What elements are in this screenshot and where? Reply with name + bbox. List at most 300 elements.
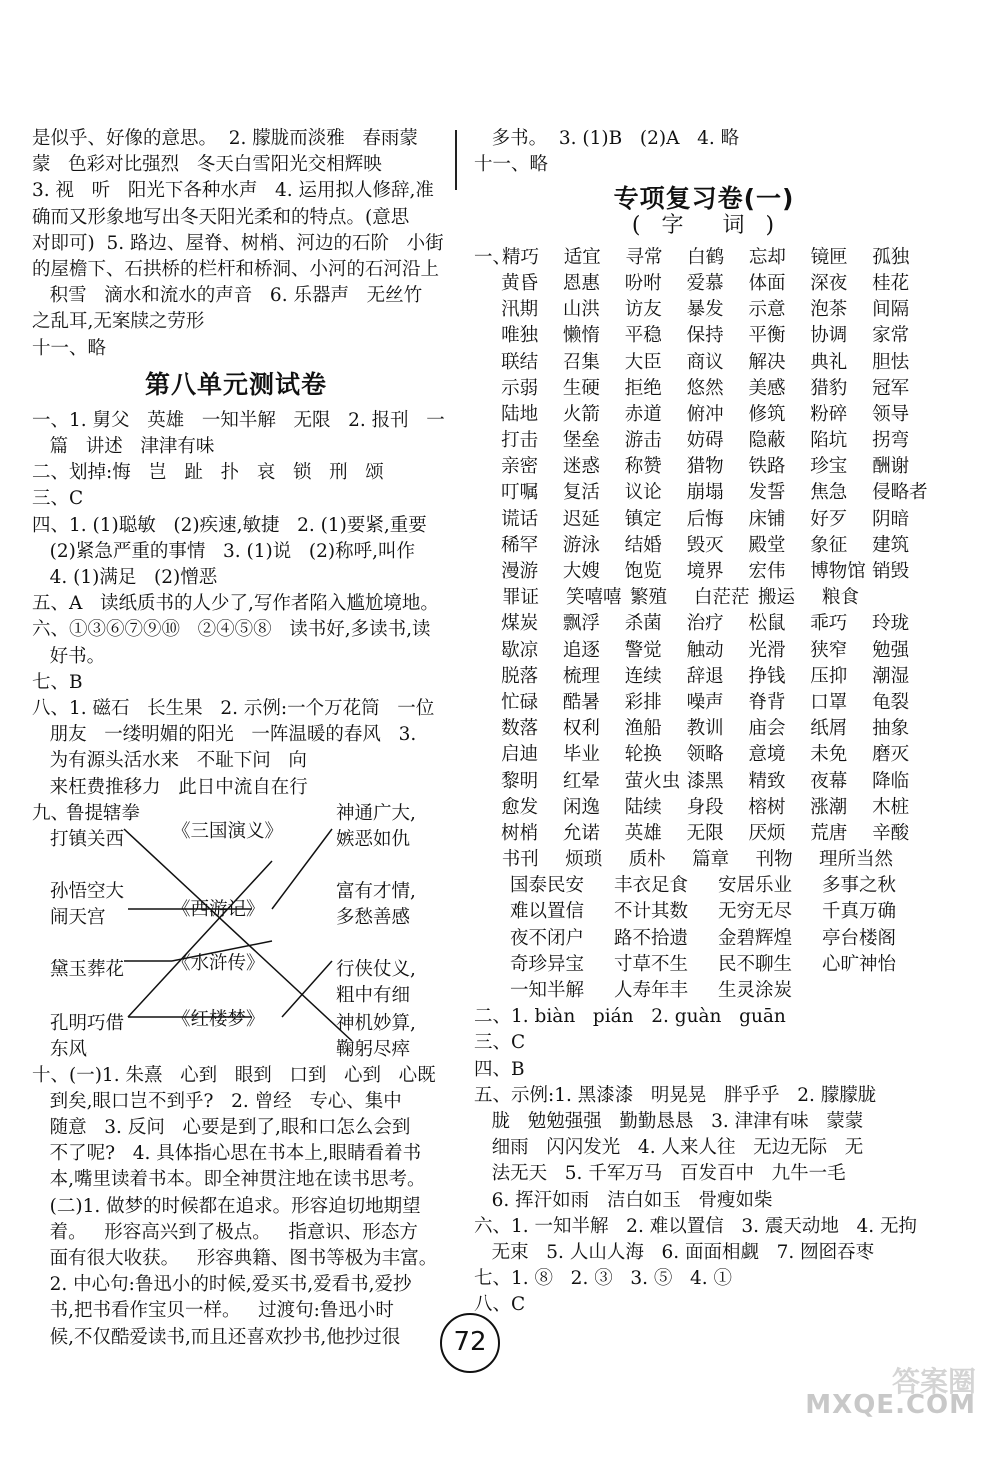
vocab-word: 白鹤	[687, 246, 725, 268]
vocab-word: 权利	[562, 718, 600, 740]
vocab-prefix	[474, 507, 501, 533]
answer-line: 五、A 读纸质书的人少了,写作者陷入尴尬境地。	[32, 593, 439, 615]
vocab-word: 毕业	[562, 744, 600, 766]
vocab-word: 粮食	[822, 587, 860, 609]
answer-line: 是似乎、好像的意思。 2. 朦胧而淡雅 春雨蒙	[32, 128, 418, 149]
left-column	[32, 126, 445, 1351]
vocab-word: 猎豹	[810, 377, 848, 399]
answer-line: 确而又形象地写出冬天阳光柔和的特点。(意思	[32, 206, 410, 228]
answer-line: 6. 挥汗如雨 洁白如玉 骨瘦如柴	[474, 1189, 773, 1211]
vocab-word: 罪证	[502, 587, 540, 609]
vocab-word: 泡茶	[810, 299, 848, 321]
answer-line: 法无天 5. 千军万马 百发百中 九牛一毛	[474, 1163, 846, 1185]
match-right-item: 富有才情,	[336, 880, 416, 902]
vocab-word: 潮湿	[872, 665, 910, 687]
vocab-word: 隐蔽	[748, 430, 786, 452]
vocab-word: 辛酸	[872, 822, 910, 844]
vocab-word: 领导	[872, 403, 910, 425]
vocab-word: 煤炭	[501, 613, 539, 635]
answer-line: (2)紧急严重的事情 3. (1)说 (2)称呼,叫作	[32, 540, 415, 562]
vocab-prefix	[474, 769, 501, 795]
vocab-word: 胆怯	[872, 351, 910, 373]
vocab-word: 镜匣	[810, 246, 848, 268]
vocab-word: 精巧	[502, 246, 540, 268]
match-book: 《水浒传》	[172, 952, 265, 974]
idiom-word: 亭台楼阁	[822, 927, 897, 949]
vocab-prefix	[474, 611, 501, 637]
vocab-row	[474, 376, 934, 402]
vocab-word: 结婚	[624, 534, 662, 556]
vocab-word: 玲珑	[872, 613, 910, 635]
answer-line: 三、C	[474, 1032, 526, 1054]
answer-line: 多书。 3. (1)B (2)A 4. 略	[474, 128, 740, 149]
vocab-word: 黎明	[501, 770, 539, 792]
idiom-word: 人寿年丰	[614, 980, 689, 1002]
vocab-word: 商议	[686, 351, 724, 373]
vocab-word: 书刊	[501, 849, 539, 871]
vocab-word: 妨碍	[686, 430, 724, 452]
vocab-word: 暴发	[686, 299, 724, 321]
match-book: 《红楼梦》	[172, 1008, 265, 1030]
page-number: 72	[440, 1313, 500, 1373]
vocab-word: 深夜	[810, 272, 848, 294]
matching-exercise	[32, 801, 440, 1063]
vocab-word: 漫游	[501, 561, 539, 583]
vocab-word: 访友	[624, 299, 662, 321]
vocab-grid	[474, 245, 934, 874]
vocab-word: 轮换	[624, 744, 662, 766]
vocab-word: 保持	[686, 325, 724, 347]
vocab-row	[474, 454, 934, 480]
idiom-row	[474, 899, 934, 925]
vocab-row	[474, 428, 934, 454]
answer-line: 十一、略	[32, 337, 107, 359]
answer-line: 五、示例:1. 黑漆漆 明晃晃 胖乎乎 2. 朦朦胧	[474, 1084, 877, 1106]
idiom-word: 一知半解	[510, 980, 585, 1002]
answer-line: 2. 中心句:鲁迅小的时候,爱买书,爱看书,爱抄	[32, 1274, 412, 1296]
vocab-row	[474, 350, 934, 376]
answer-line: 好书。	[32, 645, 106, 667]
vocab-word: 脱落	[501, 665, 539, 687]
vocab-word: 篇章	[692, 849, 730, 871]
answer-line: 无束 5. 人山人海 6. 面面相觑 7. 囫囵吞枣	[474, 1241, 875, 1263]
vocab-word: 适宜	[563, 246, 601, 268]
match-right-item: 神机妙算,	[336, 1012, 416, 1034]
answer-line: 为有源头活水来 不耻下问 向	[32, 750, 307, 772]
answer-line: 积雪 滴水和流水的声音 6. 乐器声 无丝竹	[32, 285, 423, 307]
match-left-item: 孙悟空大	[50, 880, 125, 902]
idiom-row	[474, 873, 934, 899]
subtitle-part: )	[765, 212, 777, 238]
answer-line: 八、1. 磁石 长生果 2. 示例:一个万花筒 一位	[32, 697, 435, 719]
subtitle-part: 字	[661, 212, 686, 238]
watermark: MXQE.COM	[805, 1390, 976, 1420]
vocab-word: 光滑	[748, 639, 786, 661]
vocab-row	[474, 559, 934, 585]
vocab-word: 火箭	[562, 403, 600, 425]
vocab-word: 稀罕	[501, 534, 539, 556]
vocab-prefix	[474, 271, 501, 297]
vocab-word: 平衡	[748, 325, 786, 347]
match-book: 《西游记》	[172, 898, 265, 920]
answer-line: 一、1. 舅父 英雄 一知半解 无限 2. 报刊 一	[32, 409, 445, 431]
vocab-word: 典礼	[810, 351, 848, 373]
vocab-row	[474, 507, 934, 533]
vocab-prefix	[474, 716, 501, 742]
vocab-word: 英雄	[624, 822, 662, 844]
vocab-prefix	[474, 297, 501, 323]
answer-line: 二、划掉:悔 岂 趾 扑 哀 锁 刑 颂	[32, 462, 384, 484]
vocab-word: 修筑	[748, 403, 786, 425]
vocab-word: 冠军	[872, 377, 910, 399]
match-book: 《三国演义》	[172, 820, 284, 842]
vocab-row	[474, 271, 934, 297]
match-left-item: 闹天宫	[50, 906, 106, 928]
vocab-prefix	[474, 664, 501, 690]
match-line	[128, 861, 272, 1017]
vocab-word: 意境	[748, 744, 786, 766]
vocab-word: 烦琐	[565, 849, 603, 871]
answer-line: 之乱耳,无案牍之劳形	[32, 311, 205, 333]
vocab-word: 赤道	[624, 403, 662, 425]
vocab-word: 拐弯	[872, 430, 910, 452]
vocab-word: 搬运	[758, 587, 796, 609]
vocab-row	[474, 638, 934, 664]
match-left-item: 东风	[50, 1038, 88, 1060]
vocab-word: 唯独	[501, 325, 539, 347]
subtitle-part: (	[631, 212, 643, 238]
vocab-word: 铁路	[748, 456, 786, 478]
vocab-word: 愈发	[501, 796, 539, 818]
vocab-word: 渔船	[624, 718, 662, 740]
vocab-word: 堡垒	[562, 430, 600, 452]
vocab-word: 树梢	[501, 822, 539, 844]
vocab-word: 警觉	[624, 639, 662, 661]
vocab-word: 松鼠	[748, 613, 786, 635]
vocab-word: 精致	[748, 770, 786, 792]
idiom-word: 不计其数	[614, 901, 689, 923]
review-subtitle	[474, 213, 934, 239]
match-right-item: 鞠躬尽瘁	[336, 1038, 411, 1060]
section10-answers	[32, 1063, 440, 1351]
vocab-row	[474, 742, 934, 768]
idiom-word: 千真万确	[822, 901, 897, 923]
vocab-word: 无限	[686, 822, 724, 844]
vocab-prefix: 一、	[474, 246, 512, 268]
idiom-word: 民不聊生	[718, 953, 793, 975]
vocab-word: 示意	[748, 299, 786, 321]
vocab-word: 毁灭	[686, 534, 724, 556]
vocab-word: 闲逸	[562, 796, 600, 818]
vocab-row	[474, 585, 934, 611]
answer-line: 细雨 闪闪发光 4. 人来人往 无边无际 无	[474, 1137, 864, 1159]
answer-line: 随意 3. 反问 心要是到了,眼和口怎么会到	[32, 1117, 411, 1139]
vocab-prefix	[474, 480, 501, 506]
answer-line: 候,不仅酷爱读书,而且还喜欢抄书,他抄过很	[32, 1326, 401, 1348]
match-right-item: 嫉恶如仇	[336, 828, 411, 850]
vocab-word: 生硬	[562, 377, 600, 399]
vocab-word: 红晕	[562, 770, 600, 792]
right-column	[474, 126, 934, 1318]
vocab-word: 恩惠	[562, 272, 600, 294]
vocab-word: 爱慕	[686, 272, 724, 294]
vocab-word: 示弱	[501, 377, 539, 399]
idiom-word: 金碧辉煌	[718, 927, 793, 949]
vocab-row	[474, 664, 934, 690]
vocab-prefix	[474, 795, 501, 821]
vocab-word: 庙会	[748, 718, 786, 740]
answer-line: 十一、略	[474, 154, 549, 176]
match-left-item: 黛玉葬花	[50, 958, 125, 980]
vocab-word: 荒唐	[810, 822, 848, 844]
idiom-word: 多事之秋	[822, 875, 897, 897]
vocab-word: 家常	[872, 325, 910, 347]
answer-line: 七、B	[32, 671, 83, 693]
idiom-word: 路不拾遗	[614, 927, 689, 949]
vocab-row	[474, 402, 934, 428]
column-divider	[455, 130, 457, 190]
answer-line: 篇 讲述 津津有味	[32, 436, 215, 458]
vocab-word: 厌烦	[748, 822, 786, 844]
vocab-row	[474, 769, 934, 795]
vocab-row	[474, 821, 934, 847]
vocab-word: 象征	[810, 534, 848, 556]
vocab-word: 噪声	[686, 691, 724, 713]
idiom-grid	[474, 873, 934, 1004]
vocab-word: 磨灭	[872, 744, 910, 766]
idiom-word: 无穷无尽	[718, 901, 793, 923]
vocab-word: 悠然	[686, 377, 724, 399]
vocab-word: 平稳	[624, 325, 662, 347]
vocab-word: 拒绝	[624, 377, 662, 399]
vocab-word: 议论	[624, 482, 662, 504]
answer-line: 面有很大收获。 形容典籍、图书等极为丰富。	[32, 1248, 438, 1270]
vocab-row	[474, 245, 934, 271]
vocab-word: 迟延	[562, 508, 600, 530]
vocab-word: 数落	[501, 718, 539, 740]
match-line	[282, 961, 332, 1017]
vocab-word: 猎物	[686, 456, 724, 478]
answer-line: 对即可) 5. 路边、屋脊、树梢、河边的石阶 小街	[32, 232, 444, 254]
vocab-word: 领略	[686, 744, 724, 766]
vocab-word: 降临	[872, 770, 910, 792]
vocab-word: 木桩	[872, 796, 910, 818]
vocab-word: 允诺	[562, 822, 600, 844]
vocab-word: 身段	[686, 796, 724, 818]
vocab-word: 治疗	[686, 613, 724, 635]
vocab-word: 吩咐	[624, 272, 662, 294]
vocab-prefix	[474, 428, 501, 454]
unit8-answers	[32, 408, 445, 801]
vocab-word: 好歹	[810, 508, 848, 530]
vocab-word: 萤火虫	[624, 770, 681, 792]
vocab-word: 陆续	[624, 796, 662, 818]
answer-line: (二)1. 做梦的时候都在追求。形容迫切地期望	[32, 1195, 421, 1217]
vocab-word: 宏伟	[748, 561, 786, 583]
vocab-word: 榕树	[748, 796, 786, 818]
vocab-word: 山洪	[562, 299, 600, 321]
vocab-word: 发誓	[748, 482, 786, 504]
vocab-word: 建筑	[872, 534, 910, 556]
vocab-word: 阴暗	[872, 508, 910, 530]
idiom-row	[474, 952, 934, 978]
match-left-item: 鲁提辖拳	[66, 802, 141, 824]
vocab-word: 称赞	[624, 456, 662, 478]
subtitle-part: 词	[722, 212, 747, 238]
vocab-word: 忙碌	[501, 691, 539, 713]
vocab-prefix	[474, 323, 501, 349]
answer-line: 本,嘴里读着书本。即全神贯注地在读书思考。	[32, 1169, 426, 1191]
answer-line: 来枉费推移力 此日中流自在行	[32, 776, 308, 798]
answer-line: 胧 勉勉强强 勤勤恳恳 3. 津津有味 蒙蒙	[474, 1110, 864, 1132]
unit8-title: 第八单元测试卷	[144, 369, 327, 399]
idiom-word: 难以置信	[510, 901, 585, 923]
vocab-word: 汛期	[501, 299, 539, 321]
right-bottom-answers	[474, 1004, 934, 1318]
vocab-row	[474, 323, 934, 349]
answer-line: 4. (1)满足 (2)憎恶	[32, 567, 218, 589]
vocab-word: 间隔	[872, 299, 910, 321]
vocab-prefix	[474, 742, 501, 768]
answer-line: 朋友 一缕明媚的阳光 一阵温暖的春风 3.	[32, 724, 417, 746]
vocab-word: 寻常	[625, 246, 663, 268]
vocab-word: 彩排	[624, 691, 662, 713]
vocab-word: 辞退	[686, 665, 724, 687]
vocab-word: 歇凉	[501, 639, 539, 661]
vocab-prefix	[474, 559, 501, 585]
vocab-word: 复活	[562, 482, 600, 504]
vocab-prefix	[474, 821, 501, 847]
vocab-word: 后悔	[686, 508, 724, 530]
idiom-word: 奇珍异宝	[510, 953, 585, 975]
vocab-word: 白茫茫	[694, 587, 750, 609]
vocab-word: 繁殖	[630, 587, 668, 609]
vocab-word: 饱览	[624, 561, 662, 583]
match-right-item: 神通广大,	[336, 802, 416, 824]
vocab-prefix	[474, 376, 501, 402]
match-left-item: 孔明巧借	[50, 1012, 125, 1034]
vocab-prefix	[474, 402, 501, 428]
match-right-item: 多愁善感	[336, 906, 411, 928]
vocab-word: 俯冲	[686, 403, 724, 425]
vocab-word: 床铺	[748, 508, 786, 530]
idiom-word: 生灵涂炭	[718, 980, 793, 1002]
answer-line: 着。 形容高兴到了极点。 指意识、形态方	[32, 1221, 418, 1243]
vocab-word: 黄昏	[501, 272, 539, 294]
match-left-item: 打镇关西	[50, 828, 125, 850]
answer-line: 二、1. biàn pián 2. guàn guān	[474, 1006, 786, 1028]
vocab-word: 打击	[501, 430, 539, 452]
vocab-word: 漆黑	[686, 770, 724, 792]
answer-line: 3. 视 听 阳光下各种水声 4. 运用拟人修辞,准	[32, 180, 434, 202]
idiom-word: 夜不闭户	[510, 927, 585, 949]
vocab-word: 谎话	[501, 508, 539, 530]
vocab-row	[474, 533, 934, 559]
vocab-word: 崩塌	[686, 482, 724, 504]
vocab-prefix	[474, 847, 502, 873]
vocab-word: 杀菌	[624, 613, 662, 635]
vocab-row	[474, 795, 934, 821]
vocab-word: 抽象	[872, 718, 910, 740]
answer-line: 四、B	[474, 1058, 525, 1080]
vocab-word: 口罩	[810, 691, 848, 713]
idiom-row	[474, 926, 934, 952]
match-right-item: 行侠仗义,	[336, 958, 416, 980]
vocab-word: 召集	[562, 351, 600, 373]
vocab-word: 夜幕	[810, 770, 848, 792]
answer-line: 七、1. ⑧ 2. ③ 3. ⑤ 4. ①	[474, 1268, 733, 1290]
vocab-word: 解决	[748, 351, 786, 373]
answer-line: 八、C	[474, 1294, 526, 1316]
vocab-word: 陆地	[501, 403, 539, 425]
idiom-word: 安居乐业	[718, 875, 793, 897]
vocab-word: 忘却	[748, 246, 786, 268]
vocab-row	[474, 847, 934, 873]
vocab-word: 梳理	[562, 665, 600, 687]
vocab-row	[474, 297, 934, 323]
answer-line: 到矣,眼口岂不到乎? 2. 曾经 专心、集中	[32, 1090, 402, 1112]
vocab-word: 未免	[810, 744, 848, 766]
vocab-word: 理所当然	[819, 849, 894, 871]
vocab-prefix	[474, 690, 501, 716]
vocab-word: 孤独	[872, 246, 910, 268]
vocab-word: 压抑	[810, 665, 848, 687]
vocab-word: 境界	[686, 561, 724, 583]
vocab-word: 珍宝	[810, 456, 848, 478]
vocab-word: 连续	[624, 665, 662, 687]
vocab-word: 协调	[810, 325, 848, 347]
answer-line: 不了呢? 4. 具体指心思在书本上,眼睛看着书	[32, 1143, 422, 1165]
vocab-prefix	[474, 638, 501, 664]
vocab-word: 粉碎	[810, 403, 848, 425]
idiom-row	[474, 978, 934, 1004]
vocab-row	[474, 611, 934, 637]
idiom-word: 心旷神怡	[822, 953, 897, 975]
vocab-prefix	[474, 533, 501, 559]
review-title: 专项复习卷(一)	[613, 184, 795, 214]
vocab-word: 乖巧	[810, 613, 848, 635]
vocab-prefix	[474, 454, 501, 480]
right-top-answers	[474, 126, 934, 178]
vocab-word: 大嫂	[562, 561, 600, 583]
vocab-word: 焦急	[810, 482, 848, 504]
answer-line: 四、1. (1)聪敏 (2)疾速,敏捷 2. (1)要紧,重要	[32, 514, 427, 536]
vocab-word: 刊物	[755, 849, 793, 871]
match-prefix: 九、	[32, 802, 70, 824]
vocab-row	[474, 716, 934, 742]
vocab-word: 笑嘻嘻	[566, 587, 622, 609]
vocab-word: 龟裂	[872, 691, 910, 713]
vocab-word: 游泳	[562, 534, 600, 556]
vocab-word: 纸屑	[810, 718, 848, 740]
answer-line: 的屋檐下、石拱桥的栏杆和桥洞、小河的石河沿上	[32, 258, 440, 280]
vocab-word: 勉强	[872, 639, 910, 661]
vocab-word: 侵略者	[872, 482, 928, 504]
vocab-word: 联结	[501, 351, 539, 373]
vocab-word: 陷坑	[810, 430, 848, 452]
answer-line: 十、(一)1. 朱熹 心到 眼到 口到 心到 心既	[32, 1064, 436, 1086]
vocab-word: 体面	[748, 272, 786, 294]
vocab-prefix	[474, 585, 502, 611]
idiom-word: 国泰民安	[510, 875, 585, 897]
vocab-word: 殿堂	[748, 534, 786, 556]
vocab-word: 亲密	[501, 456, 539, 478]
watermark-logo: 答案圈	[891, 1365, 976, 1398]
answer-line: 蒙 色彩对比强烈 冬天白雪阳光交相辉映	[32, 154, 382, 176]
vocab-word: 美感	[748, 377, 786, 399]
match-right-item: 粗中有细	[336, 984, 411, 1006]
idiom-word: 寸草不生	[614, 953, 689, 975]
